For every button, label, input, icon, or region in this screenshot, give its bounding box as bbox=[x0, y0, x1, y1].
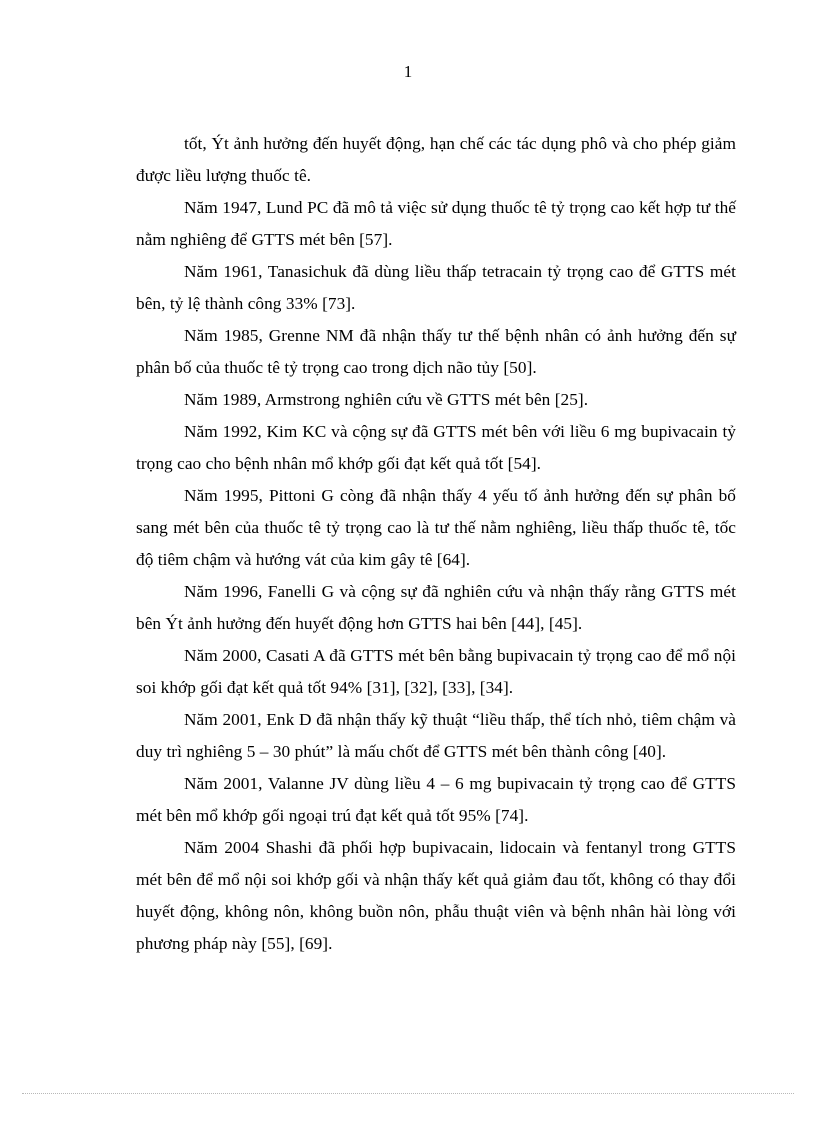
body-text bbox=[136, 128, 736, 960]
footer-divider bbox=[22, 1093, 794, 1094]
paragraph-continuation: tốt, Ýt ảnh hưởng đến huyết động, hạn chế các tác dụng phô và cho phép giảm được liều lượng thuốc tê. bbox=[136, 134, 736, 185]
paragraph-2004: Năm 2004 Shashi đã phối hợp bupivacain, lidocain và fentanyl trong GTTS mét bên để mổ nội soi khớp gối và nhận thấy kết quả giảm đau tốt, không có thay đổi huyết động, không nôn, không buồn nôn, phẫu thuật viên và bệnh nhân hài lòng với phương pháp này [55], [69]. bbox=[136, 838, 736, 953]
page-number: 1 bbox=[403, 62, 413, 81]
paragraph-1989: Năm 1989, Armstrong nghiên cứu về GTTS mét bên [25]. bbox=[184, 390, 589, 409]
paragraph-2000: Năm 2000, Casati A đã GTTS mét bên bằng bupivacain tỷ trọng cao để mổ nội soi khớp gối đạt kết quả tốt 94% [31], [32], [33], [34]. bbox=[136, 646, 736, 697]
paragraph-2001-enk: Năm 2001, Enk D đã nhận thấy kỹ thuật “liều thấp, thể tích nhỏ, tiêm chậm và duy trì nghiêng 5 – 30 phút” là mấu chốt để GTTS mét bên thành công [40]. bbox=[136, 710, 736, 761]
paragraph-1996: Năm 1996, Fanelli G và cộng sự đã nghiên cứu và nhận thấy rằng GTTS mét bên Ýt ảnh hưởng đến huyết động hơn GTTS hai bên [44], [45]. bbox=[136, 582, 736, 633]
paragraph-1961: Năm 1961, Tanasichuk đã dùng liều thấp tetracain tỷ trọng cao để GTTS mét bên, tỷ lệ thành công 33% [73]. bbox=[136, 262, 736, 313]
paragraph-2001-valanne: Năm 2001, Valanne JV dùng liều 4 – 6 mg bupivacain tỷ trọng cao để GTTS mét bên mổ khớp gối ngoại trú đạt kết quả tốt 95% [74]. bbox=[136, 774, 736, 825]
paragraph-1992: Năm 1992, Kim KC và cộng sự đã GTTS mét bên với liều 6 mg bupivacain tỷ trọng cao cho bệnh nhân mổ khớp gối đạt kết quả tốt [54]. bbox=[136, 422, 736, 473]
paragraph-1985: Năm 1985, Grenne NM đã nhận thấy tư thế bệnh nhân có ảnh hưởng đến sự phân bố của thuốc tê tỷ trọng cao trong dịch não tủy [50]. bbox=[136, 326, 736, 377]
paragraph-1947: Năm 1947, Lund PC đã mô tả việc sử dụng thuốc tê tỷ trọng cao kết hợp tư thế nằm nghiêng để GTTS mét bên [57]. bbox=[136, 198, 736, 249]
paragraph-1995: Năm 1995, Pittoni G còng đã nhận thấy 4 yếu tố ảnh hưởng đến sự phân bố sang mét bên của thuốc tê tỷ trọng cao là tư thế nằm nghiêng, liều thấp thuốc tê, tốc độ tiêm chậm và hướng vát của kim gây tê [64]. bbox=[136, 486, 736, 569]
